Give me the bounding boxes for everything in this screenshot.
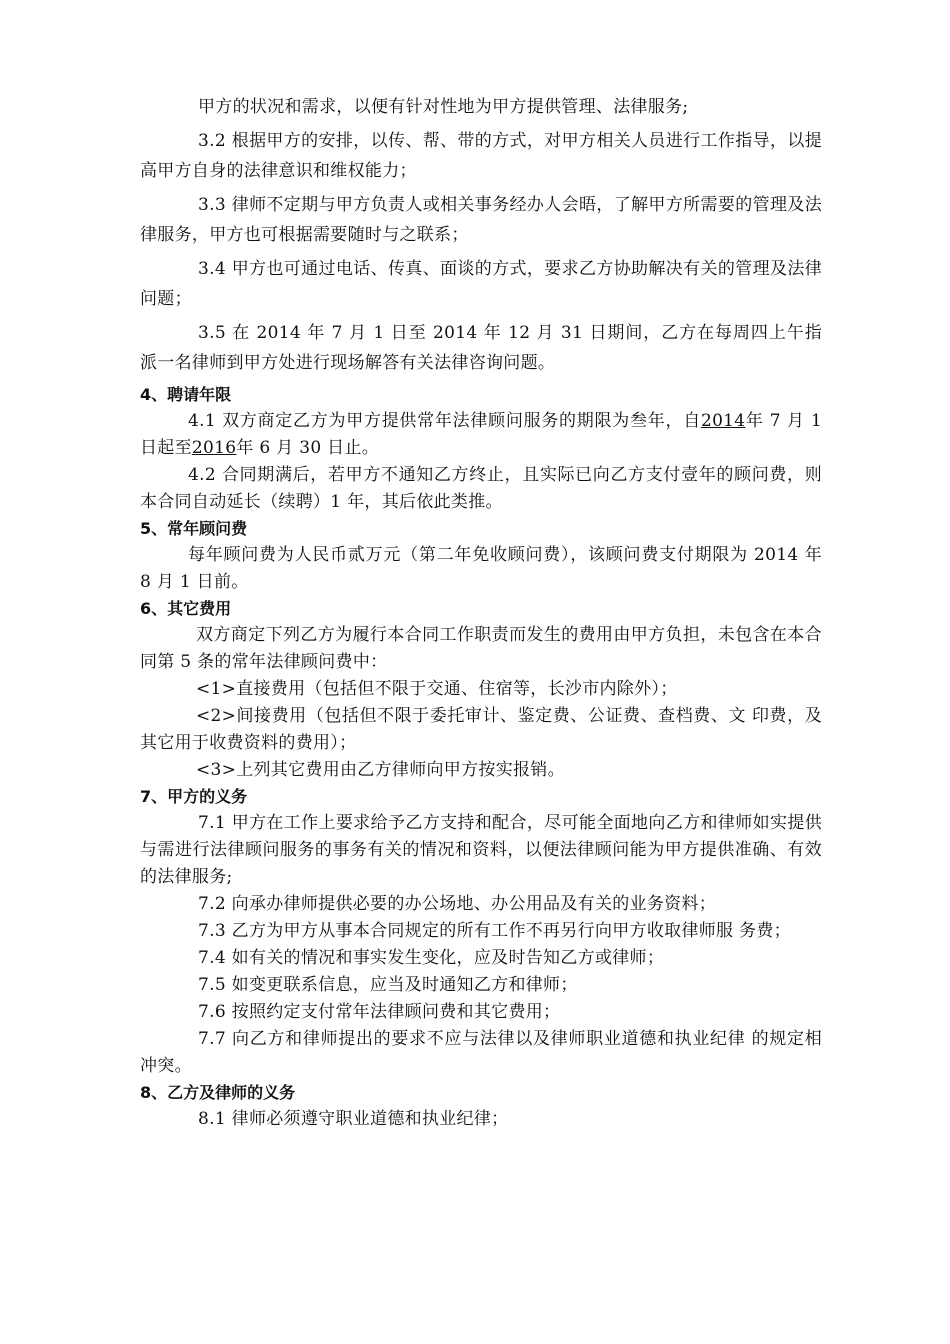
clause-7-4: 7.4 如有关的情况和事实发生变化，应及时告知乙方或律师； [198, 948, 665, 968]
clause-7-6: 7.6 按照约定支付常年法律顾问费和其它费用； [198, 1002, 561, 1022]
clause-4-1 [140, 408, 822, 462]
section-heading-5: 5、常年顾问费 [140, 519, 248, 538]
clause-5: 每年顾问费为人民币贰万元（第二年免收顾问费），该顾问费支付期限为 2014 年 8 月 1 日前。 [140, 545, 822, 592]
section-heading-7: 7、甲方的义务 [140, 787, 248, 806]
section-heading-4: 4、聘请年限 [140, 385, 232, 404]
clause-4-1-text-a: 4.1 双方商定乙方为甲方提供常年法律顾问服务的期限为叁年，自 [188, 411, 701, 431]
clause-4-1-year-end: 2016 [191, 438, 237, 458]
clause-3-2: 3.2 根据甲方的安排，以传、帮、带的方式，对甲方相关人员进行工作指导，以提高甲方自身的法律意识和维权能力； [140, 131, 822, 181]
clause-8-1: 8.1 律师必须遵守职业道德和执业纪律； [198, 1109, 509, 1129]
clause-7-2: 7.2 向承办律师提供必要的办公场地、办公用品及有关的业务资料； [198, 894, 717, 914]
clause-7-7: 7.7 向乙方和律师提出的要求不应与法律以及律师职业道德和执业纪律 的规定相冲突。 [140, 1029, 822, 1076]
document-page [140, 92, 822, 1133]
clause-6-item-2: <2>间接费用（包括但不限于委托审计、鉴定费、公证费、查档费、文 印费，及其它用于收费资料的费用）； [140, 706, 822, 753]
clause-6-item-1: <1>直接费用（包括但不限于交通、住宿等，长沙市内除外）； [196, 679, 678, 699]
clause-4-1-text-b: 年 7 月 1 日起至 [140, 411, 822, 458]
clause-7-5: 7.5 如变更联系信息，应当及时通知乙方和律师； [198, 975, 578, 995]
clause-7-1: 7.1 甲方在工作上要求给予乙方支持和配合，尽可能全面地向乙方和律师如实提供与需进行法律顾问服务的事务有关的情况和资料，以便法律顾问能为甲方提供准确、有效的法律服务; [140, 813, 822, 887]
clause-6: 双方商定下列乙方为履行本合同工作职责而发生的费用由甲方负担，未包含在本合同第 5 条的常年法律顾问费中： [140, 625, 822, 672]
clause-4-1-text-c: 年 6 月 30 日止。 [236, 438, 380, 458]
clause-3-5: 3.5 在 2014 年 7 月 1 日至 2014 年 12 月 31 日期间，乙方在每周四上午指 派一名律师到甲方处进行现场解答有关法律咨询问题。 [140, 323, 822, 373]
section-heading-6: 6、其它费用 [140, 599, 232, 618]
clause-3-4: 3.4 甲方也可通过电话、传真、面谈的方式，要求乙方协助解决有关的管理及法律问题； [140, 259, 822, 309]
clause-7-3: 7.3 乙方为甲方从事本合同规定的所有工作不再另行向甲方收取律师服 务费； [198, 921, 791, 941]
clause-6-item-3: <3>上列其它费用由乙方律师向甲方按实报销。 [196, 760, 565, 780]
section-heading-8: 8、乙方及律师的义务 [140, 1083, 296, 1102]
clause-4-1-year-start: 2014 [700, 411, 746, 431]
paragraph-continuation: 甲方的状况和需求，以便有针对性地为甲方提供管理、法律服务; [198, 97, 689, 117]
clause-4-2: 4.2 合同期满后，若甲方不通知乙方终止，且实际已向乙方支付壹年的顾问费，则本合同自动延长（续聘）1 年，其后依此类推。 [140, 465, 822, 512]
clause-3-3: 3.3 律师不定期与甲方负责人或相关事务经办人会晤，了解甲方所需要的管理及法律服务，甲方也可根据需要随时与之联系； [140, 195, 822, 245]
